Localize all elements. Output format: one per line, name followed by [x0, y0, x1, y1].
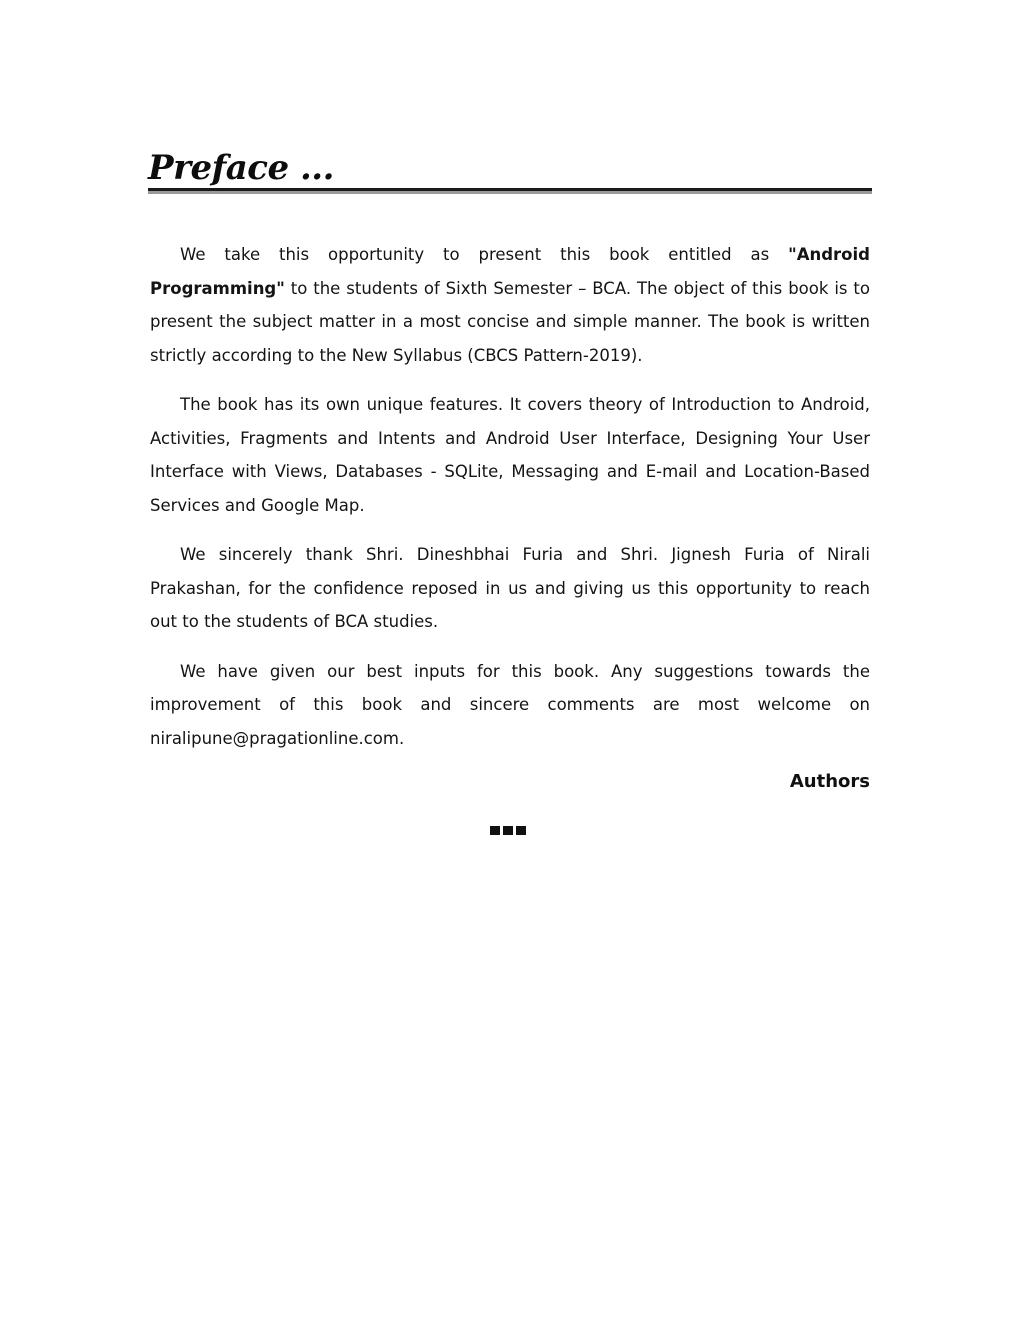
paragraph-intro-after: to the students of Sixth Semester – BCA. The object of this book is to present the subject matter in a most concise and simple manner. The book is written strictly according to the New Syllabus (CBCS Pattern-2019).	[150, 278, 870, 365]
authors-signature: Authors	[789, 771, 870, 792]
paragraph-thanks: We sincerely thank Shri. Dineshbhai Furia and Shri. Jignesh Furia of Nirali Prakashan, for the confidence reposed in us and giving us this opportunity to reach out to the students of BCA studies.	[150, 545, 870, 631]
preface-body	[150, 238, 870, 771]
heading-underline-shadow	[148, 191, 872, 194]
three-square-end-mark-icon	[490, 826, 526, 836]
end-mark-square	[503, 826, 513, 835]
preface-heading	[148, 148, 872, 188]
page-title: Preface ...	[148, 148, 334, 188]
paragraph-features: The book has its own unique features. It covers theory of Introduction to Android, Activities, Fragments and Intents and Android User Interface, Designing Your User Interface with Views, Databases - SQLite, Messaging and E-mail and Location-Based Services and Google Map.	[150, 395, 870, 515]
end-mark-square	[490, 826, 500, 835]
paragraph-suggestions: We have given our best inputs for this book. Any suggestions towards the improvement of this book and sincere comments are most welcome on niralipune@pragationline.com.	[150, 661, 870, 748]
paragraph-intro	[150, 238, 870, 372]
paragraph-intro-before: We take this opportunity to present this book entitled as	[180, 245, 789, 264]
book-title: "Android Programming"	[150, 245, 870, 298]
end-mark-square	[516, 826, 526, 835]
